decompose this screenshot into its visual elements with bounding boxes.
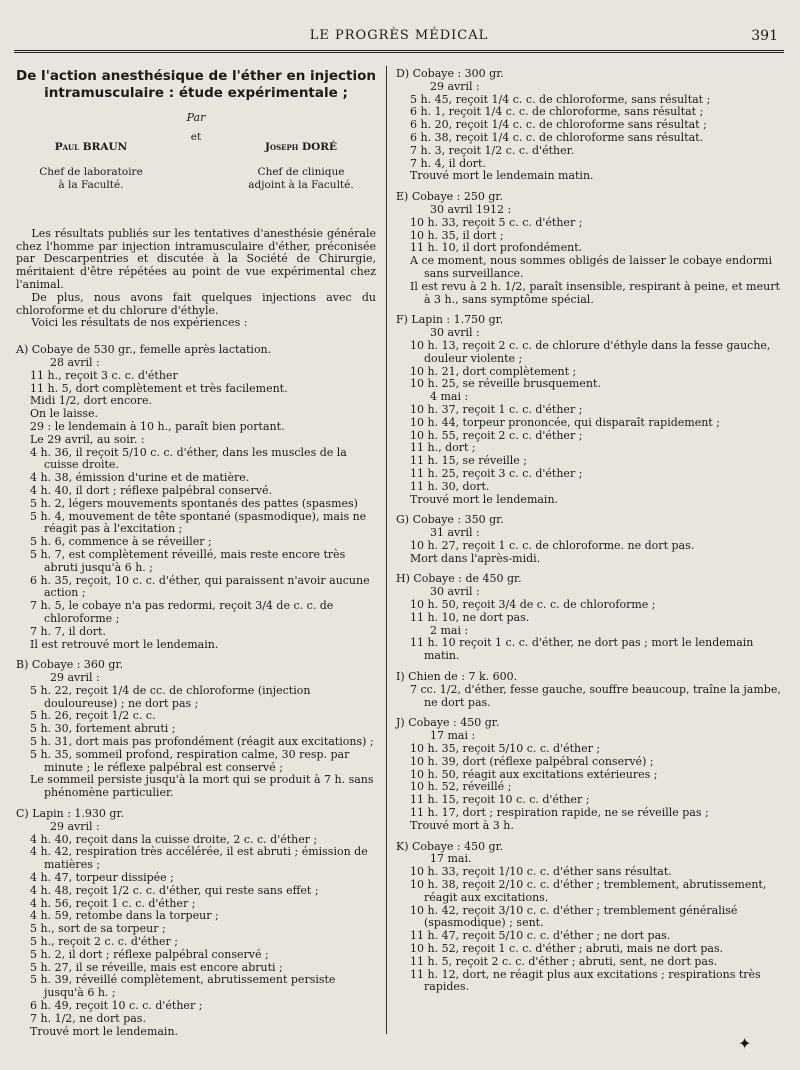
experiment-entry — [16, 344, 376, 651]
introduction — [16, 228, 376, 330]
experiment-line: 11 h. 10 reçoit 1 c. c. d'éther, ne dort pas ; mort le lendemain matin. — [410, 636, 754, 663]
experiment-line: 10 h. 35, reçoit 5/10 c. c. d'éther ; — [410, 742, 601, 756]
experiment-line: 4 h. 56, reçoit 1 c. c. d'éther ; — [30, 896, 196, 910]
experiment-line: 6 h. 38, reçoit 1/4 c. c. de chloroforme sans résultat. — [410, 130, 704, 144]
experiment-line: 5 h. 45, reçoit 1/4 c. c. de chloroforme, sans résultat ; — [410, 92, 711, 106]
article-title: De l'action anesthésique de l'éther en injection intramusculaire : étude expérimentale ; — [16, 68, 376, 101]
experiment-heading: A) Cobaye de 530 gr., femelle après lactation. — [16, 343, 272, 357]
left-column — [16, 68, 376, 1038]
page-header — [14, 28, 784, 53]
experiment-date: 29 avril : — [430, 79, 480, 93]
experiment-line: 4 h. 48, reçoit 1/2 c. c. d'éther, qui reste sans effet ; — [30, 883, 319, 897]
experiment-entry — [396, 841, 784, 995]
experiment-line: On le laisse. — [30, 407, 99, 421]
author-braun — [16, 129, 166, 204]
experiment-line: 10 h. 27, reçoit 1 c. c. de chloroforme. ne dort pas. — [410, 538, 695, 552]
experiment-entry — [16, 808, 376, 1038]
experiment-line: 4 h. 42, respiration très accélérée, il est abruti ; émission de matières ; — [30, 845, 368, 872]
experiment-line: 29 : le lendemain à 10 h., paraît bien portant. — [30, 419, 285, 433]
experiment-line: 11 h. 25, reçoit 3 c. c. d'éther ; — [410, 466, 583, 480]
experiment-line: 4 h. 47, torpeur dissipée ; — [30, 871, 174, 885]
experiment-line: 11 h. 15, reçoit 10 c. c. d'éther ; — [410, 793, 590, 807]
experiment-line: 10 h. 50, reçoit 3/4 de c. c. de chloroforme ; — [410, 598, 656, 612]
experiment-line: Mort dans l'après-midi. — [410, 551, 541, 565]
experiment-line: 5 h., sort de sa torpeur ; — [30, 922, 166, 936]
experiment-line: 10 h. 44, torpeur prononcée, qui disparaît rapidement ; — [410, 415, 720, 429]
author-name: Paul BRAUN — [54, 141, 128, 154]
experiment-line: 11 h. 15, se réveille ; — [410, 454, 527, 468]
experiment-line: 11 h. 17, dort ; respiration rapide, ne se réveille pas ; — [410, 806, 709, 820]
experiment-line: 4 h. 40, reçoit dans la cuisse droite, 2 c. c. d'éther ; — [30, 832, 318, 846]
intro-paragraph: Les résultats publiés sur les tentatives d'anesthésie générale chez l'homme par injection intramusculaire d'éther, préconisée par Descarpentries et discutée à la Société de Chirurgie, méritaient d'être répétées au point de vue expérimental chez l'animal. — [16, 226, 376, 291]
experiment-line: 5 h. 39, réveillé complètement, abrutissement persiste jusqu'à 6 h. ; — [30, 973, 336, 1000]
experiment-line: Le sommeil persiste jusqu'à la mort qui se produit à 7 h. sans phénomène particulier. — [30, 773, 374, 800]
experiment-date: 31 avril : — [430, 526, 480, 540]
experiment-entry — [396, 573, 784, 663]
experiment-date: 30 avril 1912 : — [430, 202, 512, 216]
experiment-line: Trouvé mort à 3 h. — [410, 818, 514, 832]
column-divider — [386, 66, 387, 1034]
experiment-heading: B) Cobaye : 360 gr. — [16, 658, 124, 672]
page-number: 391 — [751, 28, 778, 44]
experiment-line: 5 h. 22, reçoit 1/4 de cc. de chloroforme (injection douloureuse) ; ne dort pas ; — [30, 683, 311, 710]
experiment-line: 7 h. 1/2, ne dort pas. — [30, 1011, 146, 1025]
experiment-entry — [396, 717, 784, 832]
experiment-line: 10 h. 38, reçoit 2/10 c. c. d'éther ; tremblement, abrutissement, réagit aux excitations. — [410, 878, 767, 904]
experiment-line: Le 29 avril, au soir. : — [30, 432, 145, 446]
experiment-entry — [396, 191, 784, 306]
experiment-date: 28 avril : — [50, 355, 100, 369]
experiment-line: 7 h. 7, il dort. — [30, 624, 106, 638]
experiment-line: Il est retrouvé mort le lendemain. — [30, 637, 219, 651]
experiment-heading: H) Cobaye : de 450 gr. — [396, 572, 522, 586]
experiment-entry — [396, 314, 784, 506]
running-title: LE PROGRÈS MÉDICAL — [309, 28, 489, 43]
experiment-list-right — [396, 68, 784, 994]
experiment-line: 10 h. 52, réveillé ; — [410, 780, 512, 794]
author-name: Joseph DORÉ — [265, 141, 337, 154]
experiment-line: 11 h., reçoit 3 c. c. d'éther — [30, 368, 178, 382]
experiment-line: Midi 1/2, dort encore. — [30, 394, 153, 408]
experiment-line: 10 h. 42, reçoit 3/10 c. c. d'éther ; tremblement généralisé (spasmodique) ; sent. — [410, 903, 738, 930]
experiment-heading: G) Cobaye : 350 gr. — [396, 513, 504, 527]
experiment-line: 11 h. 10, il dort profondément. — [410, 241, 583, 255]
experiment-line: 6 h. 1, reçoit 1/4 c. c. de chloroforme, sans résultat ; — [410, 105, 704, 119]
experiment-heading: K) Cobaye : 450 gr. — [396, 839, 504, 853]
experiment-heading: E) Cobaye : 250 gr. — [396, 190, 503, 204]
experiment-entry — [396, 68, 784, 183]
experiment-heading: D) Cobaye : 300 gr. — [396, 67, 504, 80]
experiment-line: 5 h. 26, reçoit 1/2 c. c. — [30, 709, 156, 723]
experiment-line: 5 h. 6, commence à se réveiller ; — [30, 535, 212, 549]
experiment-date: 30 avril : — [430, 326, 480, 340]
experiment-line: 10 h. 50, réagit aux excitations extérieures ; — [410, 767, 658, 781]
experiment-date: 29 avril : — [50, 819, 100, 833]
intro-paragraph: Voici les résultats de nos expériences : — [31, 316, 248, 330]
experiment-line: Trouvé mort le lendemain. — [410, 492, 559, 506]
experiment-line: Il est revu à 2 h. 1/2, paraît insensible, respirant à peine, et meurt à 3 h., sans symptôme spécial. — [410, 279, 780, 306]
experiment-line: 4 h. 59, retombe dans la torpeur ; — [30, 909, 219, 923]
experiment-line: 10 h. 25, se réveille brusquement. — [410, 377, 601, 391]
experiment-heading: C) Lapin : 1.930 gr. — [16, 807, 124, 821]
experiment-line: 4 h. 40, il dort ; réflexe palpébral conservé. — [30, 483, 273, 497]
byline-par: Par — [186, 111, 206, 124]
experiment-date: 2 mai : — [430, 623, 469, 637]
experiment-line: 10 h. 33, reçoit 1/10 c. c. d'éther sans résultat. — [410, 865, 672, 879]
experiment-line: 11 h. 30, dort. — [410, 479, 490, 493]
experiment-list-left — [16, 344, 376, 1038]
experiment-date: 17 mai : — [430, 729, 476, 743]
experiment-line: 6 h. 20, reçoit 1/4 c. c. de chloroforme sans résultat ; — [410, 118, 707, 132]
intro-paragraph: De plus, nous avons fait quelques injections avec du chloroforme et du chlorure d'éthyle. — [16, 290, 376, 317]
experiment-line: 10 h. 37, reçoit 1 c. c. d'éther ; — [410, 402, 583, 416]
experiment-line: 6 h. 49, reçoit 10 c. c. d'éther ; — [30, 999, 203, 1013]
experiment-line: 5 h. 4, mouvement de tête spontané (spasmodique), mais ne réagit pas à l'excitation ; — [30, 509, 367, 536]
experiment-line: Trouvé mort le lendemain. — [30, 1024, 179, 1038]
experiment-line: Trouvé mort le lendemain matin. — [410, 169, 594, 183]
experiment-entry — [396, 514, 784, 565]
experiment-heading: I) Chien de : 7 k. 600. — [396, 670, 518, 684]
experiment-line: 4 h. 36, il reçoit 5/10 c. c. d'éther, dans les muscles de la cuisse droite. — [30, 445, 347, 472]
experiment-line: 5 h. 30, fortement abruti ; — [30, 722, 176, 736]
experiment-line: A ce moment, nous sommes obligés de laisser le cobaye endormi sans surveillance. — [410, 254, 772, 280]
experiment-entry — [16, 659, 376, 800]
experiment-line: 5 h., reçoit 2 c. c. d'éther ; — [30, 935, 178, 949]
experiment-line: 7 h. 4, il dort. — [410, 156, 486, 170]
experiment-line: 5 h. 2, légers mouvements spontanés des pattes (spasmes) — [30, 496, 358, 510]
experiment-line: 11 h. 12, dort, ne réagit plus aux excitations ; respirations très rapides. — [410, 967, 761, 994]
experiment-line: 10 h. 39, dort (réflexe palpébral conservé) ; — [410, 754, 654, 768]
byline-et: et — [190, 130, 202, 143]
experiment-line: 7 h. 3, reçoit 1/2 c. c. d'éther. — [410, 143, 575, 157]
experiment-line: 10 h. 21, dort complètement ; — [410, 364, 577, 378]
author-role: Chef de laboratoire à la Faculté. — [39, 166, 143, 191]
author-role: Chef de clinique adjoint à la Faculté. — [248, 166, 354, 191]
authors — [16, 129, 376, 204]
experiment-line: 7 h. 5, le cobaye n'a pas redormi, reçoit 3/4 de c. c. de chloroforme ; — [30, 599, 334, 625]
experiment-heading: F) Lapin : 1.750 gr. — [396, 313, 504, 327]
experiment-line: 11 h. 10, ne dort pas. — [410, 610, 530, 624]
experiment-line: 5 h. 31, dort mais pas profondément (réagit aux excitations) ; — [30, 735, 374, 749]
experiment-line: 7 cc. 1/2, d'éther, fesse gauche, souffre beaucoup, traîne la jambe, ne dort pas. — [410, 682, 781, 709]
experiment-line: 11 h. 5, dort complètement et très facilement. — [30, 381, 288, 395]
right-column — [396, 68, 784, 994]
ornament-icon: ✦ — [738, 1034, 752, 1053]
experiment-line: 10 h. 13, reçoit 2 c. c. de chlorure d'éthyle dans la fesse gauche, douleur violente ; — [410, 338, 771, 365]
experiment-heading: J) Cobaye : 450 gr. — [396, 716, 500, 730]
experiment-line: 11 h. 5, reçoit 2 c. c. d'éther ; abruti, sent, ne dort pas. — [410, 954, 718, 968]
experiment-line: 5 h. 7, est complètement réveillé, mais reste encore très abruti jusqu'à 6 h. ; — [30, 547, 346, 574]
experiment-line: 10 h. 35, il dort ; — [410, 228, 504, 242]
experiment-date: 4 mai : — [430, 390, 469, 404]
experiment-line: 10 h. 55, reçoit 2 c. c. d'éther ; — [410, 428, 583, 442]
experiment-line: 4 h. 38, émission d'urine et de matière. — [30, 471, 250, 485]
experiment-line: 5 h. 35, sommeil profond, respiration calme, 30 resp. par minute ; le réflexe palpébral est conservé ; — [30, 747, 350, 774]
experiment-date: 17 mai. — [430, 852, 472, 866]
experiment-line: 5 h. 27, il se réveille, mais est encore abruti ; — [30, 960, 283, 974]
experiment-date: 29 avril : — [50, 671, 100, 685]
experiment-date: 30 avril : — [430, 585, 480, 599]
experiment-line: 10 h. 33, reçoit 5 c. c. d'éther ; — [410, 215, 583, 229]
experiment-line: 11 h., dort ; — [410, 441, 476, 455]
experiment-line: 10 h. 52, reçoit 1 c. c. d'éther ; abruti, mais ne dort pas. — [410, 942, 724, 955]
author-dore — [226, 129, 376, 204]
experiment-entry — [396, 671, 784, 709]
experiment-line: 11 h. 47, reçoit 5/10 c. c. d'éther ; ne dort pas. — [410, 929, 671, 943]
experiment-line: 5 h. 2, il dort ; réflexe palpébral conservé ; — [30, 947, 269, 961]
experiment-line: 6 h. 35, reçoit, 10 c. c. d'éther, qui paraissent n'avoir aucune action ; — [30, 573, 370, 600]
